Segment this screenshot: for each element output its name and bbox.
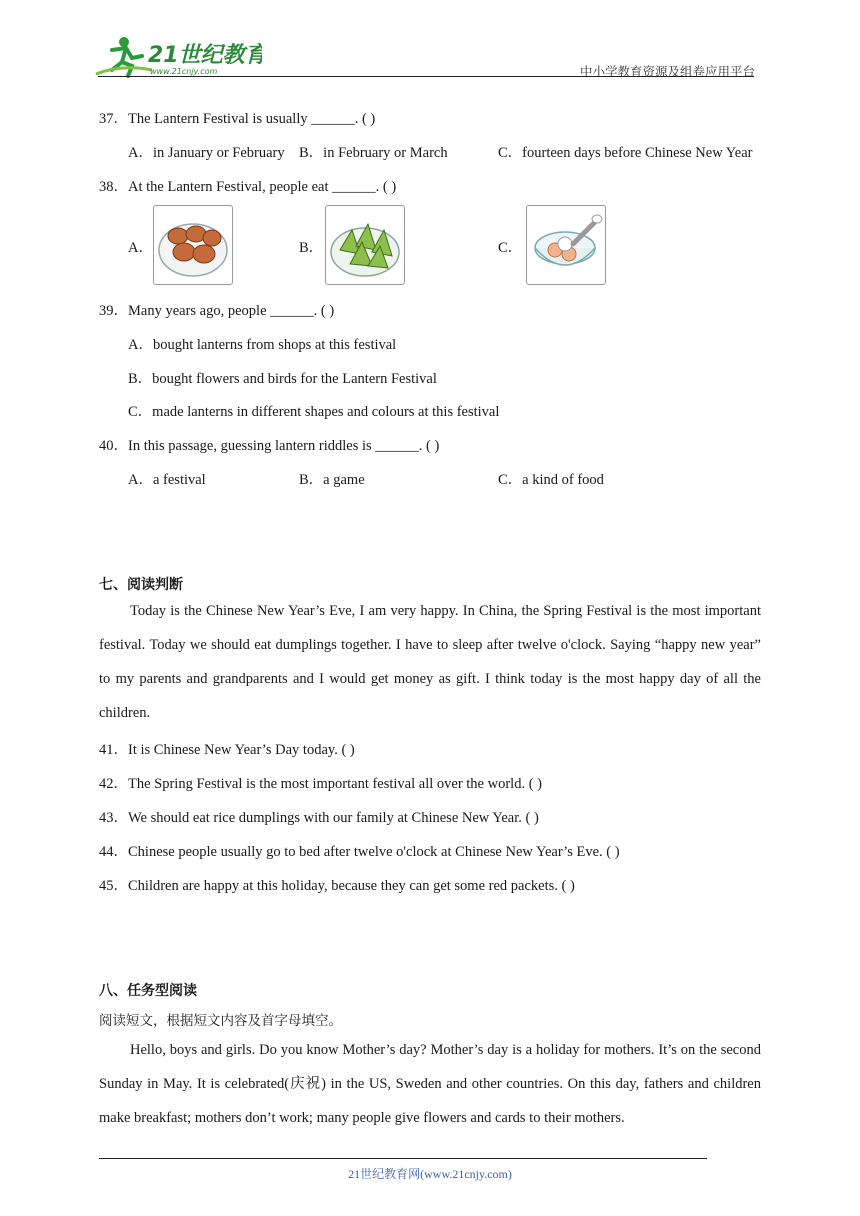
- site-logo: [92, 34, 262, 78]
- statement-45[interactable]: 45．Children are happy at this holiday, because they can get some red packets. ( ): [99, 878, 575, 894]
- section-8-instruction: 阅读短文，根据短文内容及首字母填空。: [99, 1013, 342, 1029]
- q39-option-a[interactable]: A．bought lanterns from shops at this festival: [128, 337, 397, 353]
- q40-option-c[interactable]: C．a kind of food: [498, 472, 604, 488]
- question-37-stem: 37．The Lantern Festival is usually ______. ( ): [99, 111, 376, 127]
- q38-option-c-label[interactable]: C．: [498, 240, 523, 256]
- question-38-stem: 38．At the Lantern Festival, people eat ______. ( ): [99, 179, 397, 195]
- section-7-passage: Today is the Chinese New Year’s Eve, I am very happy. In China, the Spring Festival is the most important festival. Today we should eat dumplings together. I have to sleep after twelve o'clock. Saying “happy new year” to my parents and grandparents and I would get money as gift. I think today is the most happy day of all the children.: [99, 603, 761, 721]
- q37-option-b[interactable]: B．in February or March: [299, 145, 448, 161]
- svg-text:www.21cnjy.com: www.21cnjy.com: [150, 67, 218, 76]
- mooncakes-image[interactable]: [153, 205, 233, 285]
- question-40-stem: 40．In this passage, guessing lantern riddles is ______. ( ): [99, 438, 440, 454]
- q40-option-b[interactable]: B．a game: [299, 472, 365, 488]
- runner-logo-icon: [92, 34, 262, 78]
- footer-link[interactable]: 21世纪教育网(www.21cnjy.com): [348, 1167, 512, 1181]
- q40-option-a[interactable]: A．a festival: [128, 472, 206, 488]
- platform-title: 中小学教育资源及组卷应用平台: [579, 64, 755, 79]
- svg-text:21世纪教育: 21世纪教育: [148, 43, 262, 68]
- statement-42[interactable]: 42．The Spring Festival is the most important festival all over the world. ( ): [99, 776, 542, 792]
- footer-divider: [99, 1158, 707, 1159]
- section-8-passage: Hello, boys and girls. Do you know Mother’s day? Mother’s day is a holiday for mothers. It’s on the second Sunday in May. It is celebrated(庆祝) in the US, Sweden and other countries. On this day, fathers and children make breakfast; mothers don’t work; many people give flowers and cards to their mothers.: [99, 1042, 761, 1126]
- statement-43[interactable]: 43．We should eat rice dumplings with our family at Chinese New Year. ( ): [99, 810, 539, 826]
- question-39-stem: 39．Many years ago, people ______. ( ): [99, 303, 335, 319]
- q39-option-c[interactable]: C．made lanterns in different shapes and colours at this festival: [128, 404, 500, 420]
- zongzi-image[interactable]: [325, 205, 405, 285]
- statement-41[interactable]: 41．It is Chinese New Year’s Day today. ( ): [99, 742, 355, 758]
- header-divider: [98, 76, 754, 77]
- statement-44[interactable]: 44．Chinese people usually go to bed after twelve o'clock at Chinese New Year’s Eve. ( ): [99, 844, 620, 860]
- section-7-title: 七、阅读判断: [99, 577, 183, 593]
- q37-option-a[interactable]: A．in January or February: [128, 145, 285, 161]
- tangyuan-image[interactable]: [526, 205, 606, 285]
- q37-option-c[interactable]: C．fourteen days before Chinese New Year: [498, 145, 753, 161]
- q38-option-b-label[interactable]: B．: [299, 240, 324, 256]
- q39-option-b[interactable]: B．bought flowers and birds for the Lantern Festival: [128, 371, 437, 387]
- q38-option-a-label[interactable]: A．: [128, 240, 153, 256]
- section-8-title: 八、任务型阅读: [99, 983, 197, 999]
